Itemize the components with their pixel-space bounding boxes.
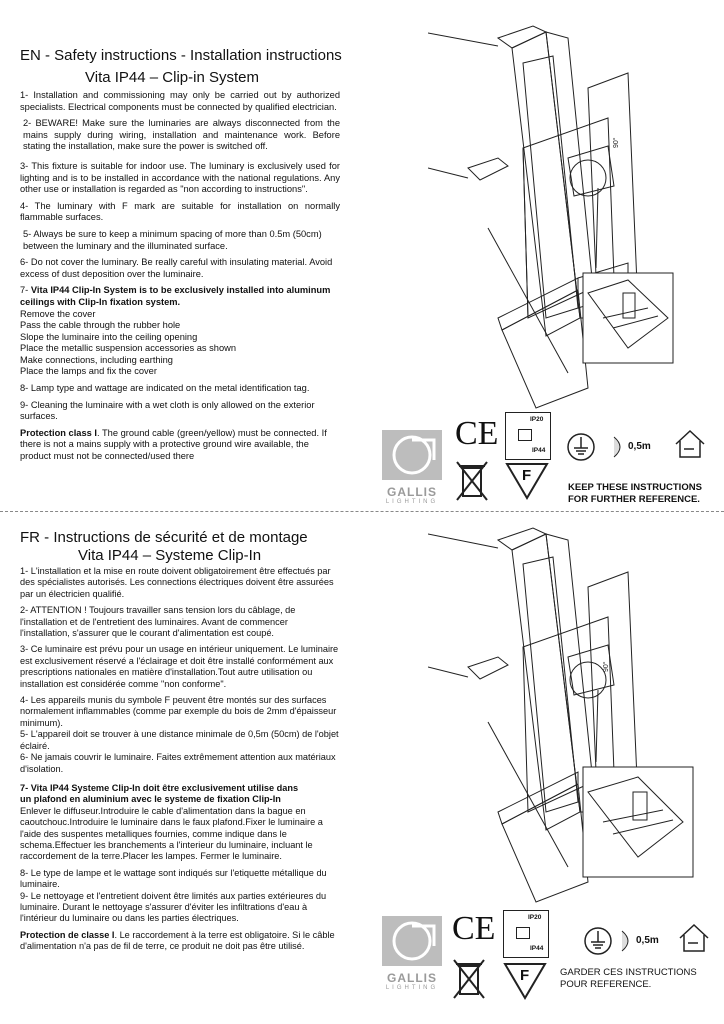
fr-logo-sub: LIGHTING bbox=[385, 985, 439, 991]
weee-bin-icon bbox=[455, 460, 489, 504]
gallis-logo-mark bbox=[382, 430, 442, 480]
en-protection-text: . The ground cable (green/yellow) must be connected. If there is not a mains supply with a protective ground wire available, the product must not be connected/used there bbox=[20, 427, 327, 462]
en-item-6: 6- Do not cover the luminary. Be really careful with insulating material. Avoid excess of dust deposition over the luminaire. bbox=[20, 257, 333, 279]
en-subheading: Vita IP44 – Clip-in System bbox=[85, 69, 259, 86]
fr-heading: FR - Instructions de sécurité et de montage bbox=[20, 529, 308, 546]
french-section bbox=[0, 512, 724, 1024]
ip-box-icon bbox=[516, 927, 530, 939]
en-item-4: 4- The luminary with F mark are suitable for installation on normally flammable surfaces. bbox=[20, 200, 340, 223]
min-distance-icon bbox=[618, 928, 678, 954]
fr-angle-label: 90° bbox=[603, 661, 610, 672]
earth-ground-icon bbox=[566, 432, 596, 462]
en-item-7-bold: Vita IP44 Clip-In System is to be exclusively installed into aluminum ceilings with Clip-In fixation system. bbox=[20, 285, 331, 307]
ip20-label: IP20 bbox=[530, 416, 544, 423]
fr-protection-text: . Le raccordement à la terre est obligatoire. Si le câble d'alimentation n'a pas de fil de terre, ce produit ne doit pas être utilisé. bbox=[20, 929, 335, 952]
ip44-label: IP44 bbox=[530, 945, 544, 952]
ip20-label: IP20 bbox=[528, 914, 542, 921]
en-protection bbox=[20, 428, 340, 463]
fr-item-4: 4- Les appareils munis du symbole F peuvent être montés sur des surfaces normalement inflammables (comme par exemple du bois de 2mm d'épaisseur minimum). bbox=[20, 695, 337, 728]
distance-label: 0,5m bbox=[636, 935, 659, 946]
en-item-8: 8- Lamp type and wattage are indicated on the metal identification tag. bbox=[20, 383, 310, 394]
fr-item-7-bold-1: 7- Vita IP44 Systeme Clip-In doit être exclusivement utilise dans bbox=[20, 782, 299, 793]
en-item-1: 1- Installation and commissioning may only be carried out by authorized specialists. Electrical components must be connected by qualified electrician. bbox=[20, 90, 340, 112]
fr-detail-inset bbox=[583, 767, 693, 877]
distance-label: 0,5m bbox=[628, 441, 651, 452]
fr-installation-drawing bbox=[428, 522, 724, 912]
en-step: Remove the cover bbox=[20, 308, 96, 319]
fr-keep-instructions bbox=[560, 967, 697, 991]
en-logo-sub: LIGHTING bbox=[385, 499, 439, 505]
fr-item-7-bold-2: un plafond en aluminium avec le systeme de fixation Clip-In bbox=[20, 794, 281, 805]
indoor-use-icon bbox=[674, 428, 706, 460]
en-item-9: 9- Cleaning the luminaire with a wet cloth is only allowed on the exterior surfaces. bbox=[20, 399, 315, 422]
fr-item-2: 2- ATTENTION ! Toujours travailler sans tension lors du câblage, de l'installation et de l'entretient des luminaires. Avant de commencer l'installation, s'assurer que le courant d'alimentation est coupé. bbox=[20, 605, 296, 639]
en-keep-line-1: KEEP THESE INSTRUCTIONS bbox=[568, 482, 702, 493]
fr-item-8: 8- Le type de lampe et le wattage sont indiqués sur l'etiquette métallique du luminaire. bbox=[20, 867, 327, 890]
ce-mark-icon: CE bbox=[452, 910, 496, 947]
earth-ground-icon bbox=[583, 926, 613, 956]
en-step: Place the metallic suspension accessories as shown bbox=[20, 343, 237, 354]
en-protection-label: Protection class I bbox=[20, 427, 97, 438]
en-heading: EN - Safety instructions - Installation instructions bbox=[20, 47, 342, 64]
fr-item-9: 9- Le nettoyage et l'entretient doivent être limités aux parties extérieures du luminaire. Durant le nettoyage s'assurer d'éviter les infiltrations d'eau à l'intérieur du luminaire ou dans les parties électriques. bbox=[20, 890, 327, 924]
fr-keep-line-2: POUR REFERENCE. bbox=[560, 979, 652, 990]
en-keep-line-2: FOR FURTHER REFERENCE. bbox=[568, 494, 700, 505]
en-instructions bbox=[20, 90, 340, 468]
ce-mark-icon: CE bbox=[455, 415, 499, 452]
ip-box-icon bbox=[518, 429, 532, 441]
fr-item-1: 1- L'installation et la mise en route doivent obligatoirement être effectués par des spécialistes autorisés. Les connections électriques doivent être assurées par un électricien qualifié. bbox=[20, 566, 334, 599]
en-logo-name: GALLIS bbox=[387, 485, 437, 499]
en-keep-instructions bbox=[568, 482, 702, 506]
en-gallis-logo bbox=[382, 430, 442, 510]
ip-rating-icon bbox=[505, 412, 551, 460]
fr-gallis-logo bbox=[382, 916, 442, 996]
fr-logo-name: GALLIS bbox=[387, 971, 437, 985]
en-item-5: 5- Always be sure to keep a minimum spacing of more than 0.5m (50cm) between the luminary and the illuminated surface. bbox=[23, 228, 322, 251]
en-item-3: 3- This fixture is suitable for indoor use. The luminary is exclusively used for lighting and is to be installed in accordance with the national regulations. Any other use or installation is regarded as "non according to instructions". bbox=[20, 160, 340, 195]
en-angle-label: 90° bbox=[613, 137, 620, 148]
en-step: Slope the luminaire into the ceiling opening bbox=[20, 331, 198, 342]
en-item-2: 2- BEWARE! Make sure the luminaries are always disconnected from the mains supply during wiring, installation and maintenance work. Before stating the installation, make sure the power is switched off. bbox=[23, 118, 340, 152]
f-mark-label: F bbox=[522, 467, 532, 484]
fr-item-7-text: Enlever le diffuseur.Introduire le cable d'alimentation dans la bague en caoutchouc.Introduire le luminaire dans le faux plafond.Fixer le luminaire a l'aide des suspentes metalliques fournies, comme indique dans le schema.Effectuer les branchements a l'interieur du luminaire, incluant le raccordement de la terre.Placer les lampes. Fermer le luminaire. bbox=[20, 805, 323, 862]
en-step: Make connections, including earthing bbox=[20, 354, 173, 365]
en-step: Pass the cable through the rubber hole bbox=[20, 320, 181, 331]
fr-protection bbox=[20, 930, 340, 953]
fr-instructions bbox=[20, 566, 340, 958]
f-mark-icon bbox=[505, 462, 549, 500]
fr-subheading: Vita IP44 – Systeme Clip-In bbox=[78, 547, 262, 564]
f-mark-icon bbox=[503, 962, 547, 1000]
en-item-7 bbox=[20, 285, 340, 308]
ip-rating-icon bbox=[503, 910, 549, 958]
indoor-use-icon bbox=[678, 922, 710, 954]
fr-item-5: 5- L'appareil doit se trouver à une distance minimale de 0,5m (50cm) de l'objet éclairé. bbox=[20, 729, 339, 751]
min-distance-icon bbox=[610, 434, 670, 460]
en-installation-drawing bbox=[428, 18, 724, 418]
en-step: Place the lamps and fix the cover bbox=[20, 366, 157, 377]
fr-item-6: 6- Ne jamais couvrir le luminaire. Faites extrêmement attention aux matériaux d'isolation. bbox=[20, 752, 336, 774]
fr-keep-line-1: GARDER CES INSTRUCTIONS bbox=[560, 967, 697, 978]
ip44-label: IP44 bbox=[532, 447, 546, 454]
fr-item-7 bbox=[20, 783, 340, 863]
weee-bin-icon bbox=[452, 958, 486, 1002]
fr-protection-label: Protection de classe I bbox=[20, 929, 115, 940]
en-steps-list bbox=[20, 309, 340, 379]
f-mark-label: F bbox=[520, 967, 530, 984]
en-item-7-number: 7- bbox=[20, 285, 31, 296]
gallis-logo-mark bbox=[382, 916, 442, 966]
fr-item-3: 3- Ce luminaire est prévu pour un usage en intérieur uniquement. Le luminaire est exclusivement réservé a l'éclairage et doit être installé conformément aux prescriptions nationales en matière d'installation.Tout autre utilisation ou installation est considérée comme "non conforme". bbox=[20, 644, 339, 689]
